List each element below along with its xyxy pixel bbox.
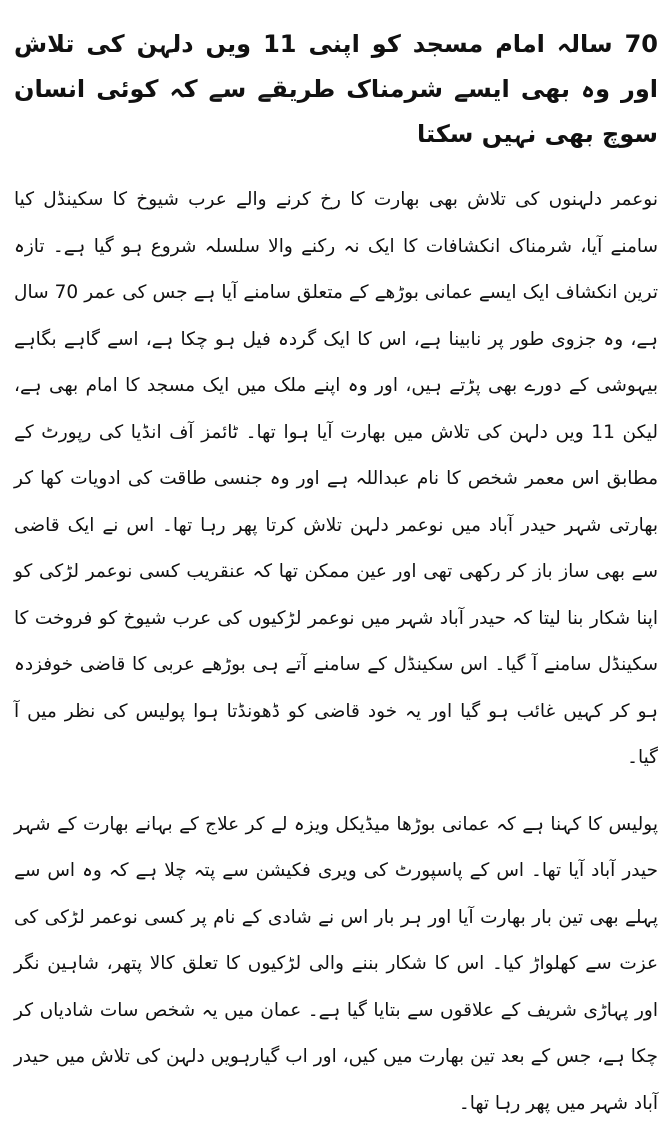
article-headline: 70 سالہ امام مسجد کو اپنی 11 ویں دلہن کی تلاش اور وہ بھی ایسے شرمناک طریقے سے کہ کوئی انسان سوچ بھی نہیں سکتا xyxy=(14,22,658,157)
article-paragraph-2: پولیس کا کہنا ہے کہ عمانی بوڑھا میڈیکل ویزہ لے کر علاج کے بہانے بھارت کے شہر حیدر آباد آیا تھا۔ اس کے پاسپورٹ کی ویری فکیشن سے پتہ چلا ہے کہ وہ اس سے پہلے بھی تین بار بھارت آیا اور ہر بار اس نے شادی کے نام پر کسی نوعمر لڑکی کی عزت سے کھلواڑ کیا۔ اس کا شکار بننے والی لڑکیوں کا تعلق کالا پتھر، شاہین نگر اور پہاڑی شریف کے علاقوں سے بتایا گیا ہے۔ عمان میں یہ شخص سات شادیاں کر چکا ہے، جس کے بعد تین بھارت میں کیں، اور اب گیارہویں دلہن کی تلاش میں حیدر آباد شہر میں پھر رہا تھا۔ xyxy=(14,802,658,1127)
article-paragraph-1: نوعمر دلہنوں کی تلاش بھی بھارت کا رخ کرنے والے عرب شیوخ کا سکینڈل کیا سامنے آیا، شرمناک انکشافات کا ایک نہ رکنے والا سلسلہ شروع ہو گیا ہے۔ تازہ ترین انکشاف ایک ایسے عمانی بوڑھے کے متعلق سامنے آیا ہے جس کی عمر 70 سال ہے، وہ جزوی طور پر نابینا ہے، اس کا ایک گردہ فیل ہو چکا ہے، اسے گاہے بگاہے بیہوشی کے دورے بھی پڑتے ہیں، اور وہ اپنے ملک میں ایک مسجد کا امام بھی ہے، لیکن 11 ویں دلہن کی تلاش میں بھارت آیا ہوا تھا۔ ٹائمز آف انڈیا کی رپورٹ کے مطابق اس معمر شخص کا نام عبداللہ ہے اور وہ جنسی طاقت کی ادویات کھا کر بھارتی شہر حیدر آباد میں نوعمر دلہن تلاش کرتا پھر رہا تھا۔ اس نے ایک قاضی سے بھی ساز باز کر رکھی تھی اور عین ممکن تھا کہ عنقریب کسی نوعمر لڑکی کو اپنا شکار بنا لیتا کہ حیدر آباد شہر میں نوعمر لڑکیوں کی عرب شیوخ کو فروخت کا سکینڈل سامنے آ گیا۔ اس سکینڈل کے سامنے آتے ہی بوڑھے عربی کا قاضی خوفزدہ ہو کر کہیں غائب ہو گیا اور یہ خود قاضی کو ڈھونڈتا ہوا پولیس کی نظر میں آ گیا۔ xyxy=(14,177,658,782)
